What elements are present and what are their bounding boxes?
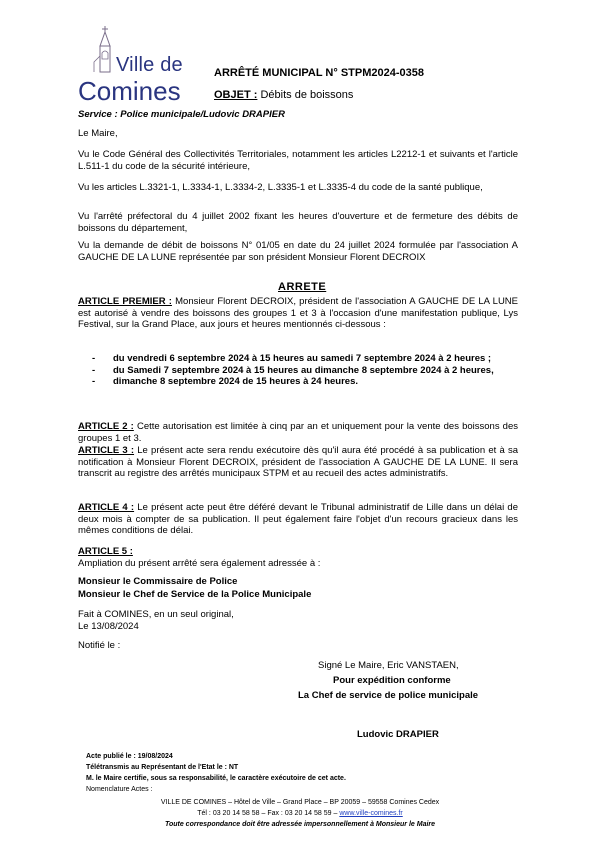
vu-paragraph-1: Vu le Code Général des Collectivités Territoriales, notamment les articles L2212-1 et suivants et l'article L.511-1 du code de la sécurité intérieure,: [78, 149, 518, 172]
website-link[interactable]: www.ville-comines.fr: [339, 810, 403, 817]
dates-list: [78, 353, 518, 388]
date-item: - du vendredi 6 septembre 2024 à 15 heures au samedi 7 septembre 2024 à 2 heures ;: [92, 353, 492, 364]
destinataire-2: Monsieur le Chef de Service de la Police Municipale: [78, 589, 312, 600]
article-2: [78, 421, 518, 444]
logo-ville-de: Ville de: [116, 54, 183, 76]
article-4-label: ARTICLE 4 :: [78, 502, 135, 513]
article-2-text: Cette autorisation est limitée à cinq par an et uniquement pour la vente des boissons des groupes 1 et 3.: [78, 421, 518, 444]
article-1-text: Monsieur Florent DECROIX, président de l'association A GAUCHE DE LA LUNE est autorisé à vendre des boissons des groupes 1 et 3 à l'occasion d'une manifestation publique, Lys Festival, sur la Grand Place, aux jours et heures mentionnés ci-dessous :: [78, 296, 519, 331]
signe-maire: Signé Le Maire, Eric VANSTAEN,: [318, 660, 459, 671]
footer-tel: Tél : 03 20 14 58 58 – Fax : 03 20 14 58 59 –: [197, 810, 340, 817]
notifie-le: Notifié le :: [78, 640, 121, 651]
certification: M. le Maire certifie, sous sa responsabilité, le caractère exécutoire de cet acte.: [86, 775, 346, 782]
article-5-label: ARTICLE 5 :: [78, 546, 133, 557]
article-3: [78, 445, 518, 480]
vu-paragraph-3: Vu l'arrêté préfectoral du 4 juillet 2002 fixant les heures d'ouverture et de fermeture des débits de boissons du département,: [78, 211, 518, 234]
teletransmis: Télétransmis au Représentant de l'Etat le : NT: [86, 764, 239, 771]
pour-expedition: Pour expédition conforme: [333, 675, 451, 686]
objet-line: [214, 89, 353, 101]
church-icon: [92, 26, 118, 74]
article-2-label: ARTICLE 2 :: [78, 421, 134, 432]
comines-logo: [78, 26, 196, 106]
fait-a: Fait à COMINES, en un seul original,: [78, 609, 234, 620]
article-4-text: Le présent acte peut être déféré devant le Tribunal administratif de Lille dans un délai de deux mois à compter de sa publication. Il peut également faire l'objet d'un recours gracieux dans les mêmes conditions de délai.: [78, 502, 518, 537]
date-item: - dimanche 8 septembre 2024 de 15 heures à 24 heures.: [92, 376, 359, 388]
vu-paragraph-4: Vu la demande de débit de boissons N° 01/05 en date du 24 juillet 2024 formulée par l'association A GAUCHE DE LA LUNE représentée par son président Monsieur Florent DECROIX: [78, 240, 518, 263]
service-line: Service : Police municipale/Ludovic DRAPIER: [78, 109, 285, 120]
footer-correspondance: Toute correspondance doit être adressée impersonnellement à Monsieur le Maire: [164, 821, 436, 828]
signataire-nom: Ludovic DRAPIER: [357, 729, 439, 740]
footer-adresse: VILLE DE COMINES – Hôtel de Ville – Grand Place – BP 20059 – 59558 Comines Cedex: [160, 799, 440, 806]
article-4: [78, 502, 518, 537]
article-3-text: Le présent acte sera rendu exécutoire dès qu'il aura été procédé à sa publication et à sa notification à Monsieur Florent DECROIX, président de l'association A GAUCHE DE LA LUNE. Il sera transcrit au registre des arrêtés municipaux STPM et au recueil des actes administratifs.: [78, 445, 518, 480]
ampliation: Ampliation du présent arrêté sera également adressée à :: [78, 558, 321, 569]
objet-label: OBJET :: [214, 89, 258, 101]
vu-paragraph-2: Vu les articles L.3321-1, L.3334-1, L.3334-2, L.3335-1 et L.3335-4 du code de la santé publique,: [78, 182, 483, 193]
date-signature: Le 13/08/2024: [78, 621, 139, 632]
footer-contact: [120, 810, 480, 817]
nomenclature: Nomenclature Actes :: [86, 786, 153, 793]
logo-comines: Comines: [78, 76, 181, 106]
objet-text: Débits de boissons: [257, 89, 354, 101]
article-5: [78, 546, 518, 558]
le-maire: Le Maire,: [78, 128, 118, 139]
acte-publie: Acte publié le : 19/08/2024: [86, 753, 173, 760]
date-item: - du Samedi 7 septembre 2024 à 15 heures au dimanche 8 septembre 2024 à 2 heures,: [92, 364, 494, 376]
arrete-heading: ARRETE: [278, 281, 327, 293]
article-3-label: ARTICLE 3 :: [78, 445, 135, 456]
document-title: ARRÊTÉ MUNICIPAL N° STPM2024-0358: [214, 67, 424, 79]
destinataire-1: Monsieur le Commissaire de Police: [78, 576, 238, 587]
chef-service: La Chef de service de police municipale: [298, 690, 479, 701]
article-1-label: ARTICLE PREMIER :: [78, 296, 172, 307]
article-1: [78, 296, 518, 331]
